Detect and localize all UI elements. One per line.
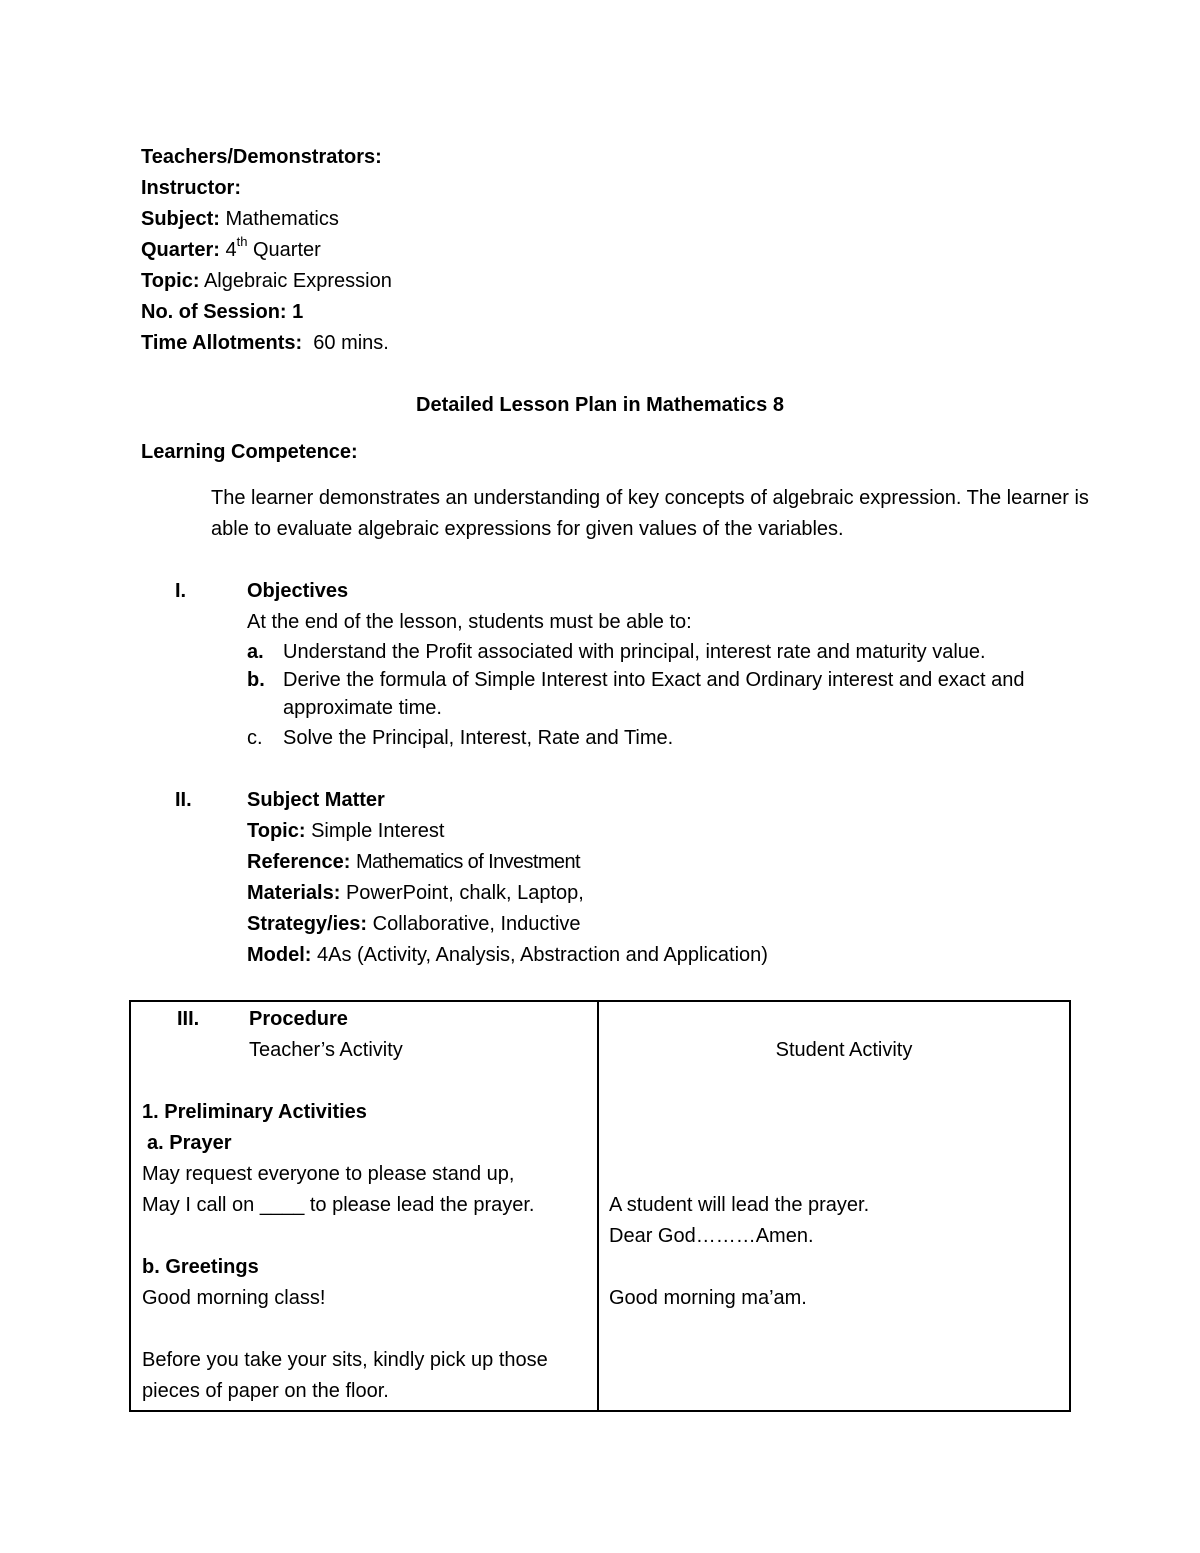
lesson-header (141, 142, 392, 359)
student-prayer-line-2: Dear God………Amen. (609, 1225, 814, 1247)
quarter-line (141, 235, 392, 266)
sm-strategy-line (247, 909, 1087, 940)
student-activity-header: Student Activity (775, 1039, 913, 1061)
subject-matter-heading: Subject Matter (247, 789, 385, 811)
document-title: Detailed Lesson Plan in Mathematics 8 (416, 394, 784, 416)
sm-model-line (247, 940, 1087, 971)
sm-reference-value: Mathematics of Investment (355, 851, 580, 873)
prayer-line-2: May I call on ____ to please lead the prayer. (142, 1194, 535, 1216)
quarter-number: 4 (225, 239, 237, 261)
time-line (141, 328, 392, 359)
sm-strategy-value: Collaborative, Inductive (372, 913, 581, 935)
learning-competence-heading: Learning Competence: (141, 441, 358, 463)
quarter-superscript: th (236, 234, 248, 250)
sm-materials-label: Materials: (247, 882, 341, 904)
prayer-heading: a. Prayer (147, 1132, 232, 1154)
prayer-line-1: May request everyone to please stand up, (142, 1163, 515, 1185)
greetings-heading: b. Greetings (142, 1256, 259, 1278)
session-value: 1 (292, 301, 304, 323)
objective-item (247, 638, 1087, 666)
sm-reference-label: Reference: (247, 851, 351, 873)
topic-value: Algebraic Expression (203, 270, 392, 292)
objectives-body (247, 576, 1087, 752)
sm-materials-line (247, 878, 1087, 909)
learning-competence-text: The learner demonstrates an understanding of key concepts of algebraic expression. The learner is able to evaluate algebraic expressions for given values of the variables. (211, 487, 1089, 540)
procedure-number: III. (177, 1008, 200, 1030)
objectives-list (247, 638, 1087, 752)
objective-text: Solve the Principal, Interest, Rate and Time. (283, 727, 674, 749)
subject-line (141, 204, 392, 235)
objective-text: Understand the Profit associated with principal, interest rate and maturity value. (283, 641, 986, 663)
subject-matter-number: II. (175, 789, 192, 811)
objective-marker: a. (247, 641, 264, 663)
session-line (141, 297, 392, 328)
session-label: No. of Session: (141, 301, 287, 323)
sm-topic-label: Topic: (247, 820, 306, 842)
sm-strategy-label: Strategy/ies: (247, 913, 368, 935)
student-prayer-line-1: A student will lead the prayer. (609, 1194, 870, 1216)
objective-text: Derive the formula of Simple Interest into Exact and Ordinary interest and exact and approximate time. (283, 669, 1025, 719)
time-label: Time Allotments: (141, 332, 303, 354)
subject-label: Subject: (141, 208, 220, 230)
instruction-text: Before you take your sits, kindly pick up those pieces of paper on the floor. (142, 1349, 548, 1402)
objectives-intro: At the end of the lesson, students must be able to: (247, 611, 692, 633)
subject-value: Mathematics (225, 208, 339, 230)
sm-materials-value: PowerPoint, chalk, Laptop, (345, 882, 584, 904)
preliminary-heading: 1. Preliminary Activities (142, 1101, 367, 1123)
quarter-word: Quarter (253, 239, 321, 261)
time-value: 60 mins. (313, 332, 389, 354)
student-greeting: Good morning ma’am. (609, 1287, 807, 1309)
objectives-heading: Objectives (247, 580, 349, 602)
sm-reference-line (247, 847, 1087, 878)
topic-line (141, 266, 392, 297)
procedure-table (129, 1000, 1071, 1412)
teacher-activity-header: Teacher’s Activity (249, 1039, 403, 1061)
topic-label: Topic: (141, 270, 200, 292)
subject-matter-body (247, 785, 1087, 971)
column-divider (597, 1002, 599, 1410)
sm-model-value: 4As (Activity, Analysis, Abstraction and Application) (317, 944, 768, 966)
sm-topic-line (247, 816, 1087, 847)
sm-model-label: Model: (247, 944, 312, 966)
objective-marker: c. (247, 727, 263, 749)
quarter-label: Quarter: (141, 239, 220, 261)
objective-item (247, 724, 1087, 752)
instructor-label: Instructor: (141, 177, 241, 199)
objectives-number: I. (175, 580, 187, 602)
objective-item (247, 666, 1087, 722)
greetings-line: Good morning class! (142, 1287, 326, 1309)
procedure-heading: Procedure (249, 1008, 348, 1030)
objective-marker: b. (247, 669, 265, 691)
sm-topic-value: Simple Interest (311, 820, 445, 842)
teachers-label: Teachers/Demonstrators: (141, 146, 382, 168)
